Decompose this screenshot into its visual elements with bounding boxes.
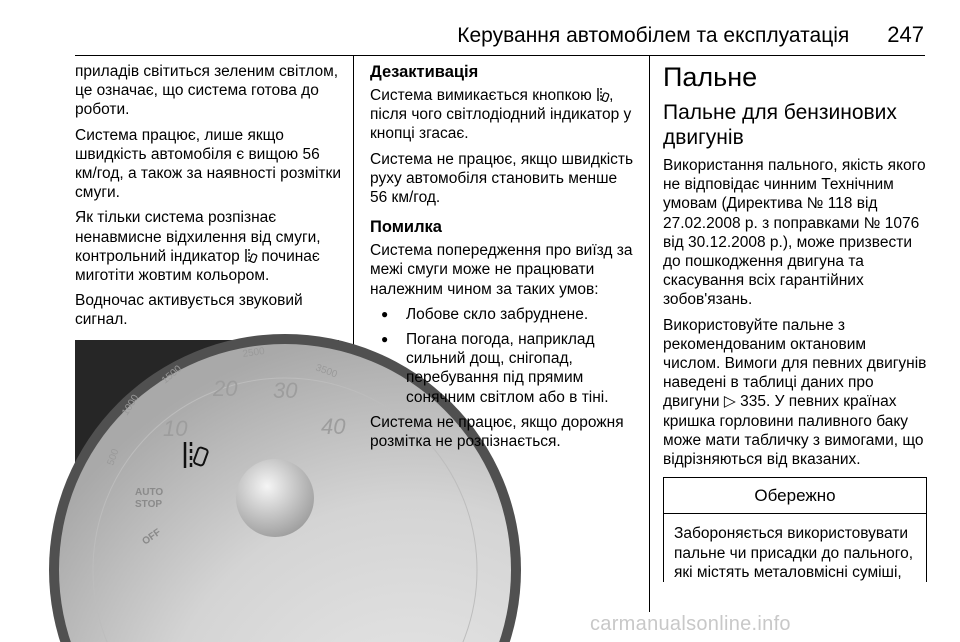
speed-label: 40 xyxy=(321,413,346,439)
rpm-label: 1000 xyxy=(120,392,142,418)
column-1 xyxy=(75,62,346,552)
rpm-label: 2500 xyxy=(241,345,266,360)
paragraph: Використання пального, якість якого не відповідає чинним Технічним умовам (Директива № 118 від 27.02.2008 р. з поправками № 1076 від 30.12.2008 р.), може призвести до пошкодження двигуна та скасування всіх гарантійних зобов'язань. xyxy=(663,157,926,309)
paragraph-text: Як тільки система розпізнає ненавмисне відхилення від смуги, контрольний індикатор xyxy=(75,209,321,265)
speed-label: 10 xyxy=(163,415,188,441)
section-heading-petrol: Пальне для бензинових двигунів xyxy=(663,101,897,149)
speed-label: 20 xyxy=(213,375,238,401)
list-item: ● Лобове скло забруднене. xyxy=(370,305,638,324)
paragraph-text: починає миготіти жовтим кольором. xyxy=(75,247,320,285)
page-reference[interactable]: 335 xyxy=(740,393,766,411)
warning-title: Обережно xyxy=(664,478,926,514)
paragraph: приладів світиться зеленим світлом, це означає, що система готова до роботи. xyxy=(75,63,339,119)
paragraph xyxy=(663,316,927,470)
paragraph: Водночас активується звуковий сигнал. xyxy=(75,292,303,329)
paragraph: Система попередження про виїзд за межі смуги може не працювати належним чином за таких умов: xyxy=(370,242,633,298)
page-reference-arrow-icon: ▷ xyxy=(723,393,736,411)
lane-departure-icon xyxy=(244,248,257,263)
rpm-label: 3500 xyxy=(313,362,339,381)
page-header-title: Керування автомобілем та експлуатація xyxy=(457,24,850,47)
paragraph: Система працює, лише якщо швидкість автомобіля є вищою 56 км/год, а також за наявності розмітки смуги. xyxy=(75,126,341,202)
paragraph-text: . У певних країнах кришка горловини паливного баку може мати табличку з вимогами, що відрізняються від вказаних. xyxy=(663,393,924,469)
warning-box xyxy=(663,477,927,582)
paragraph: Система не працює, якщо дорожня розмітка не розпізнається. xyxy=(370,413,624,451)
paragraph xyxy=(370,86,638,144)
warning-body: Забороняється використовувати пальне чи присадки до пального, які містять металовмісні суміші, xyxy=(674,525,914,581)
column-3 xyxy=(663,62,927,582)
column-divider-2 xyxy=(649,55,650,612)
paragraph: Система не працює, якщо швидкість руху автомобіля становить менше 56 км/год. xyxy=(370,150,634,207)
instrument-cluster-figure xyxy=(75,340,346,552)
watermark: carmanualsonline.info xyxy=(590,613,791,635)
section-heading-fault: Помилка xyxy=(370,218,442,237)
auto-stop-label: STOP xyxy=(135,498,163,510)
rpm-label: 500 xyxy=(105,447,122,467)
needle-hub xyxy=(236,459,314,537)
rpm-label: 1500 xyxy=(159,363,184,386)
off-label: OFF xyxy=(140,526,164,548)
paragraph-text: Система вимикається кнопкою xyxy=(370,87,592,104)
lane-departure-icon xyxy=(596,87,609,102)
paragraph xyxy=(75,208,343,285)
list-item: ● Погана погода, наприклад сильний дощ, снігопад, перебування під прямим сонячним світлом або в тіні. xyxy=(370,330,638,407)
page-number: 247 xyxy=(887,22,924,47)
conditions-list xyxy=(370,305,638,407)
section-heading-deactivation: Дезактивація xyxy=(370,63,479,81)
column-2 xyxy=(370,62,638,457)
page-header xyxy=(360,22,924,48)
speedometer-photo xyxy=(75,340,346,552)
paragraph-text: Використовуйте пальне з рекомендованим октановим числом. Вимоги для певних двигунів наведені в таблиці даних про двигуни xyxy=(663,316,927,411)
chapter-heading-fuel: Пальне xyxy=(663,62,758,92)
header-rule xyxy=(75,55,925,56)
speed-label: 30 xyxy=(273,377,298,403)
paragraph-text: , після чого світлодіодний індикатор у кнопці згасає. xyxy=(370,87,632,143)
auto-stop-label: AUTO xyxy=(135,486,164,498)
